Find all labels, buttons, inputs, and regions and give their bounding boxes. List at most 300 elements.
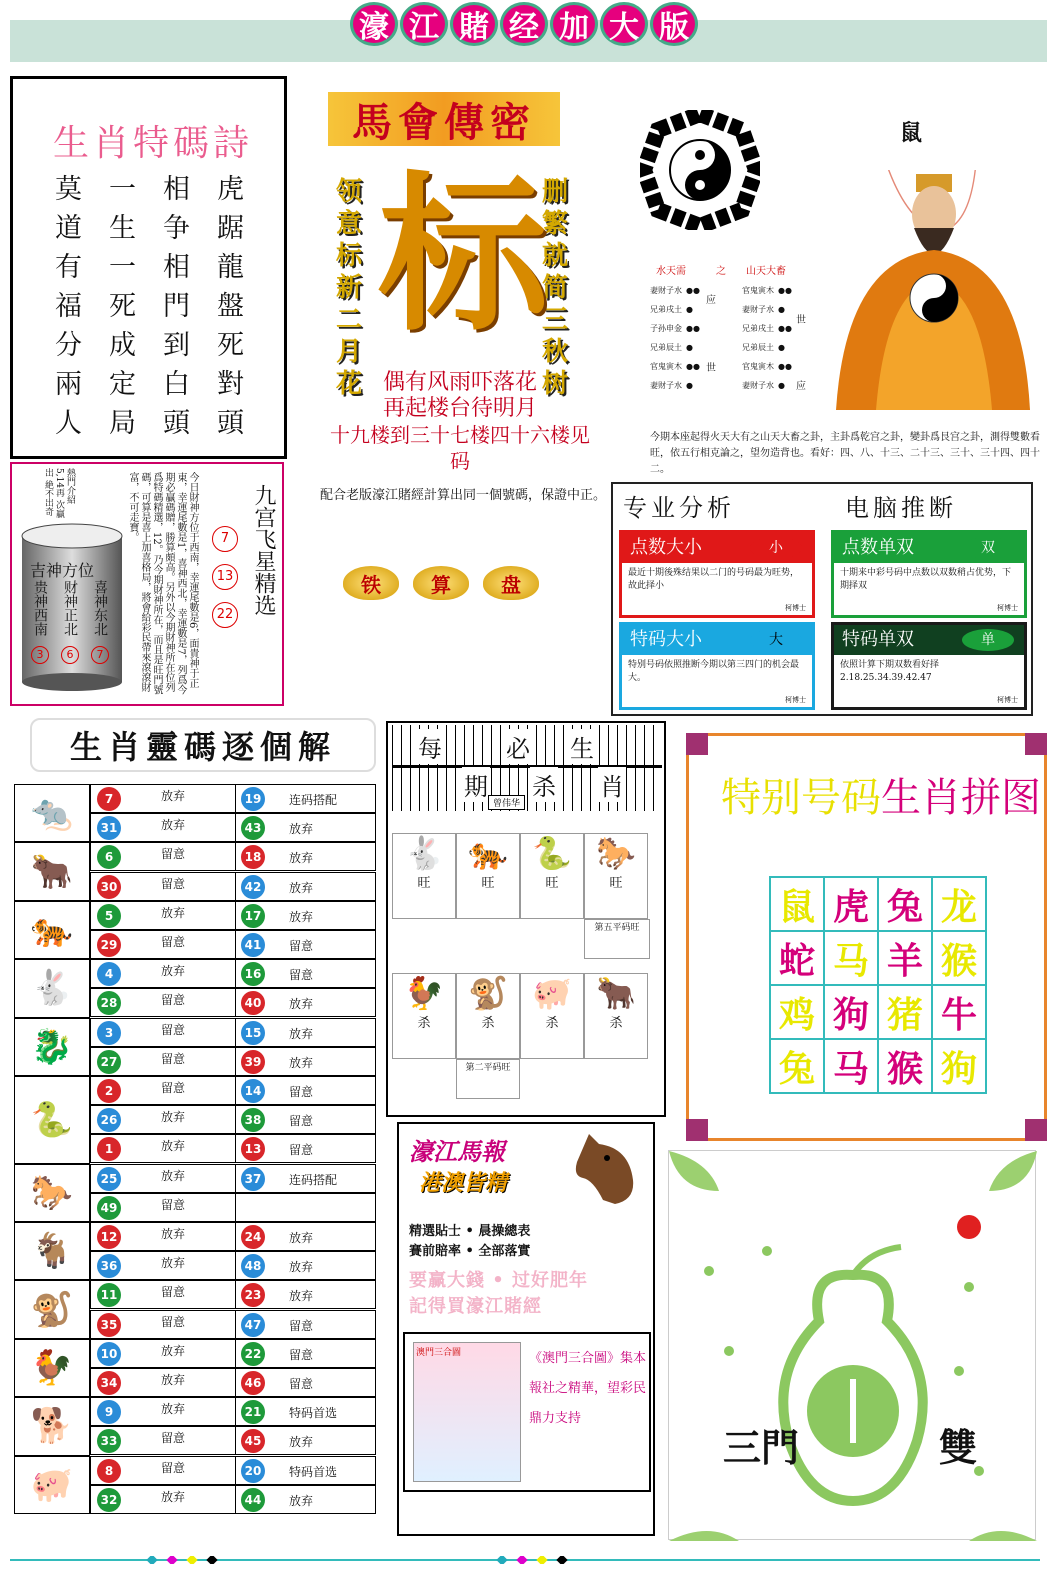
poem-char: 盤 [217,291,244,322]
number-ball: 23 [241,1283,265,1307]
puzzle-cell: 兔 [770,1039,824,1093]
poem-char: 道 [55,213,82,244]
title-char: 加 [550,2,598,46]
wang-animal-icon: 🐎 [596,834,636,872]
zodiac-animal-icon: 🐇 [14,959,90,1017]
number-ball: 6 [97,845,121,869]
number-ball: 41 [241,933,265,957]
hexa-mark: 应 [796,381,806,392]
table-row [90,1485,376,1514]
number-ball: 33 [97,1429,121,1453]
verse-block [330,370,590,474]
sha-note: 第二平码旺 [465,1063,511,1073]
analysis-box-author: 柯博士 [785,604,806,612]
row-status: 放弃 [289,909,314,924]
analysis-box [831,622,1027,710]
table-row [90,813,376,842]
puzzle-cell: 狗 [932,1039,986,1093]
title-char: 大 [600,2,648,46]
poem-char: 頭 [163,408,190,439]
table-row [90,1397,376,1426]
sha-animal-icon: 🐓 [404,974,444,1012]
table-cell-divider [235,1398,236,1425]
table-row [90,1164,376,1193]
table-row [90,988,376,1017]
table-cell-divider [235,1281,236,1308]
table-cell-divider [235,960,236,987]
zodiac-animal-icon: 🐐 [14,1222,90,1280]
zodiac-animal-icon: 🐖 [14,1456,90,1514]
sha-animal-icon: 🐒 [468,974,508,1012]
poem-char: 對 [217,369,244,400]
hexa-left-label: 妻财子水 [650,286,682,295]
puzzle-cell: 鸡 [770,985,824,1039]
ad-line: 要赢大錢 • 过好肥年 [409,1270,589,1291]
number-ball: 25 [97,1167,121,1191]
poem-char: 相 [163,174,190,205]
number-ball: 19 [241,787,265,811]
row-status: 放弃 [161,964,186,979]
zodiac-animal-icon: 🐎 [14,1164,90,1222]
nine-circle: 13 [212,564,238,590]
can-column [60,580,80,664]
puzzle-cell: 羊 [878,931,932,985]
row-status: 连码搭配 [289,793,338,807]
must-kill-header-char: 每 [416,729,444,764]
poem-char: 兩 [55,369,82,400]
number-ball: 18 [241,845,265,869]
row-status: 放弃 [161,789,186,803]
table-cell-divider [235,1135,236,1162]
ad-title: 濠江馬報 [409,1137,505,1166]
wang-animal-icon: 🐇 [404,834,444,872]
table-cell-divider [235,1048,236,1075]
analysis-box [619,622,815,710]
pear-left-label: 三門 [723,1426,800,1470]
hexagram-text: 今期本座起得火天大有之山天大畜之卦，主卦爲乾宫之卦，變卦爲艮宫之卦，測得雙數看旺，依五行相克論之，望勿造背也。看好：四、八、十三、二十三、三十、三十四、四十二。 [650,432,1040,475]
hexa-mark: 应 [706,295,716,306]
hexa-row [650,281,820,300]
hexa-right-label: 妻财子水 [742,305,774,314]
row-status: 留意 [161,993,186,1008]
corner-square [1025,1119,1047,1141]
can-number: 3 [31,646,49,664]
puzzle-cell: 牛 [932,985,986,1039]
row-status: 放弃 [289,1260,314,1275]
puzzle-title-b: 生肖拼图 [881,775,1041,821]
number-ball: 17 [241,904,265,928]
row-status: 放弃 [289,822,314,837]
poem-char: 定 [109,369,136,400]
sha-cell [456,973,520,1059]
row-status: 留意 [161,1022,186,1037]
analysis-pill: 小 [750,537,802,559]
poem-char: 局 [109,408,136,439]
zodiac-code-title: 生肖靈碼逐個解 [30,718,376,772]
hexa-right-label: 兄弟戌土 [742,324,774,333]
table-row [90,1339,376,1368]
row-status: 放弃 [289,1493,314,1508]
must-kill-panel [386,721,666,1117]
ad-line: 賽前賠率 • 全部落實 [409,1244,531,1259]
table-cell-divider [235,989,236,1016]
bagua-icon [640,110,760,230]
must-kill-header-char: 生 [568,729,596,764]
wang-cell [520,833,584,919]
sha-cell [392,973,456,1059]
wang-cell [456,833,520,919]
row-status: 留意 [161,1081,186,1095]
table-cell-divider [235,1223,236,1250]
poem-char: 相 [163,252,190,283]
table-cell-divider [235,1427,236,1454]
table-row [90,930,376,959]
hexa-mark: 世 [706,363,716,374]
analysis-panel [611,482,1033,716]
row-status: 留意 [289,1318,314,1333]
advert-panel [397,1122,655,1536]
analysis-box-author: 柯博士 [997,604,1018,612]
poem-char: 福 [55,291,82,322]
wang-label: 旺 [545,876,559,891]
hexa-rows [650,281,820,395]
puzzle-cell: 兔 [878,877,932,931]
puzzle-cell: 虎 [824,877,878,931]
row-status: 留意 [289,1377,314,1391]
analysis-pill: 双 [962,537,1014,559]
hexa-left-line: ● [686,343,693,352]
analysis-box [831,530,1027,618]
number-ball: 40 [241,991,265,1015]
must-kill-author: 曾伟华 [488,795,525,810]
ingot-char: 算 [413,566,469,600]
analysis-box-author: 柯博士 [785,696,806,704]
wang-note-cell [584,919,650,959]
verse-line: 偶有风雨吓落花 [382,370,537,395]
row-status: 放弃 [161,1227,186,1241]
ad-inner-box [403,1332,651,1492]
can-number: 6 [61,646,79,664]
table-cell-divider [235,1486,236,1513]
table-row [90,1076,376,1105]
sage-figure-icon [816,170,1032,420]
pear-right-label: 雙 [939,1426,978,1470]
table-row [90,1368,376,1397]
table-cell-divider [235,931,236,958]
number-ball: 29 [97,933,121,957]
row-status: 特码首选 [289,1464,338,1479]
row-status: 留意 [161,1431,186,1446]
title-char: 版 [650,2,698,46]
number-ball: 14 [241,1079,265,1103]
poem-char: 争 [163,213,190,244]
hexa-row [650,376,820,395]
corner-square [1025,733,1047,755]
poem-box [10,76,287,459]
row-status: 放弃 [161,1373,186,1387]
analysis-box-head: 特码大小 大 [622,625,812,655]
can-column-text: 贵神西南 [32,580,48,636]
hexagram-table [650,262,820,395]
poem-char: 成 [109,330,136,361]
analysis-box-body: 十期来中彩号码中点数以双数稍占优势，下期择双 [840,568,1012,591]
table-cell-divider [235,1194,236,1221]
zodiac-puzzle-panel [686,733,1047,1141]
corner-square [686,1119,708,1141]
number-ball: 26 [97,1108,121,1132]
table-cell-divider [235,814,236,841]
zodiac-animal-icon: 🐒 [14,1280,90,1338]
wang-animal-icon: 🐅 [468,834,508,872]
number-ball: 3 [97,1021,121,1045]
puzzle-cell: 猴 [878,1039,932,1093]
table-row [90,1047,376,1076]
number-ball: 15 [241,1021,265,1045]
combine-note: 配合老版濠江賭經計算出同一個號碼，保證中正。 [320,488,607,503]
pear-panel [668,1150,1036,1540]
poem-char: 頭 [217,408,244,439]
analysis-pill: 大 [750,629,802,651]
zodiac-animal-icon: 🐀 [14,784,90,842]
can-column-text: 财神正北 [62,580,78,636]
must-kill-header-char: 必 [504,729,532,764]
puzzle-title-a: 特别号码 [721,775,881,821]
number-ball: 36 [97,1254,121,1278]
hexa-row [650,338,820,357]
analysis-box-head: 点数单双 双 [834,533,1024,563]
table-cell-divider [235,785,236,812]
sha-animal-icon: 🐖 [532,974,572,1012]
row-status: 放弃 [289,1231,314,1245]
table-row [90,1222,376,1251]
hexa-right-line: ● [778,343,785,352]
analysis-box-body: 依照计算下期双数看好择2.18.25.34.39.42.47 [840,660,940,683]
number-ball: 34 [97,1371,121,1395]
hexa-left-line: ●● [686,362,700,371]
ingot-char: 盘 [483,566,539,600]
number-ball: 5 [97,904,121,928]
pear-icon [669,1151,1037,1541]
hexa-left-label: 官鬼寅木 [650,362,682,371]
number-ball: 21 [241,1400,265,1424]
table-cell-divider [235,1165,236,1192]
row-status: 放弃 [289,851,314,866]
must-kill-header-char: 杀 [530,767,558,802]
title-char: 经 [500,2,548,46]
puzzle-cell: 马 [824,1039,878,1093]
footer-divider [10,1556,1040,1564]
number-ball: 38 [241,1108,265,1132]
table-cell-divider [235,1077,236,1104]
row-status: 留意 [289,1347,314,1362]
row-status: 放弃 [289,1026,314,1041]
poem-char: 有 [55,252,82,283]
poem-char: 人 [55,408,82,439]
poem-title: 生肖特碼詩 [53,123,254,164]
wang-animal-icon: 🐍 [532,834,572,872]
hexa-left-line: ● [686,381,693,390]
row-status: 放弃 [289,997,314,1012]
hexa-right-label: 官鬼寅木 [742,362,774,371]
number-ball: 8 [97,1459,121,1483]
number-ball: 22 [241,1342,265,1366]
hexa-mark: 世 [796,315,806,326]
poem-char: 白 [163,369,190,400]
hexa-left-label: 兄弟辰土 [650,343,682,352]
table-cell-divider [235,1311,236,1338]
hexa-right-line: ●● [778,324,792,333]
wang-note: 第五平码旺 [594,923,640,933]
number-ball: 2 [97,1079,121,1103]
table-row [90,1456,376,1485]
table-cell-divider [235,1340,236,1367]
wang-cell [584,833,648,919]
can-column [90,580,110,664]
analysis-box [619,530,815,618]
nine-circle: 7 [212,526,238,552]
ad-subtitle: 港澳皆精 [419,1170,508,1196]
sha-animal-icon: 🐂 [596,974,636,1012]
number-ball: 11 [97,1283,121,1307]
row-status: 连码搭配 [289,1172,338,1187]
row-status: 留意 [289,1085,314,1099]
number-ball: 48 [241,1254,265,1278]
row-status: 特码首选 [289,1406,338,1421]
analysis-box-body: 特别号码依照推断今期以第三四门的机会最大。 [628,660,800,683]
number-ball: 13 [241,1137,265,1161]
title-char: 江 [400,2,448,46]
can-number: 7 [91,646,109,664]
ingot-char: 铁 [343,566,399,600]
number-ball: 35 [97,1313,121,1337]
table-row [90,872,376,901]
must-kill-header [392,725,662,811]
zodiac-code-table [14,784,376,1522]
row-status: 放弃 [161,905,186,920]
hexa-mid: 之 [716,266,726,277]
number-ball: 32 [97,1488,121,1512]
zodiac-animal-icon: 🐕 [14,1397,90,1455]
nine-palace-text: 今日財神方位于西南，幸運尾數是6，面貴神于正東，幸運尾數是1，喜神西北，幸運數是7，列爲今期必贏碼贈，勝算頗高。另外以今期財神所在位列爲特碼精選，12。乃今期財神所在，而且是旺門號碼，可算是喜上加喜格局，將會給彩民帶來滾滾財富，不可走寶。 [127,472,198,695]
number-ball: 39 [241,1050,265,1074]
page-title [350,2,698,46]
table-row [90,1105,376,1134]
poem-grid [55,167,271,440]
hexa-left-line: ● [686,305,693,314]
number-ball: 45 [241,1429,265,1453]
hexa-right-line: ●● [778,362,792,371]
table-row [90,901,376,930]
can-column [30,580,50,664]
row-status: 放弃 [161,1489,186,1504]
hexa-left-label: 妻财子水 [650,381,682,390]
number-ball: 7 [97,787,121,811]
row-status: 留意 [289,939,314,953]
analysis-title: 专业分析 [623,494,735,522]
poem-char: 死 [217,330,244,361]
number-ball: 28 [97,991,121,1015]
table-cell-divider [235,1252,236,1279]
right-verse-column: 删繁就简三秋树 [541,177,568,399]
analysis-box-author: 柯博士 [997,696,1018,704]
row-status: 留意 [289,1114,314,1129]
rat-label: 鼠 [900,121,923,146]
row-status: 放弃 [289,1289,314,1304]
row-status: 留意 [161,1460,186,1475]
number-ball: 47 [241,1313,265,1337]
poem-char: 分 [55,330,82,361]
row-status: 留意 [161,935,186,949]
hexa-right-label: 妻财子水 [742,381,774,390]
number-ball: 31 [97,816,121,840]
table-row [90,1310,376,1339]
corner-square [686,733,708,755]
row-status: 留意 [161,1314,186,1329]
hexa-row [650,357,820,376]
nine-palace-title: 九宫飞星精选 [251,484,276,616]
hexa-right-label: 兄弟辰土 [742,343,774,352]
row-status: 放弃 [161,1402,186,1417]
can-column-text: 喜神东北 [92,580,108,636]
table-row [90,842,376,871]
row-status: 放弃 [289,1055,314,1070]
number-ball: 43 [241,816,265,840]
analysis-title-2: 电脑推断 [845,494,957,522]
horse-secret-banner: 馬會傳密 [328,92,560,146]
hexa-row [650,319,820,338]
hexa-left-label: 子孙申金 [650,324,682,333]
puzzle-cell: 鼠 [770,877,824,931]
row-status: 放弃 [161,1168,186,1183]
hexa-left-line: ●● [686,286,700,295]
sha-cell [520,973,584,1059]
row-status: 放弃 [161,1343,186,1358]
poem-char: 一 [109,252,136,283]
poem-char: 踞 [217,213,244,244]
poem-char: 一 [109,174,136,205]
row-status: 留意 [161,1051,186,1066]
table-row [90,1251,376,1280]
table-cell-divider [235,873,236,900]
poem-char: 到 [163,330,190,361]
poem-char: 門 [163,291,190,322]
row-status: 放弃 [161,818,186,833]
row-status: 放弃 [289,880,314,895]
analysis-box-head: 特码单双 单 [834,625,1024,655]
title-char: 濠 [350,2,398,46]
ad-thumbnail-title: 澳門三合圖 [416,1348,462,1358]
number-ball: 42 [241,875,265,899]
number-ball: 12 [97,1225,121,1249]
table-row [90,1280,376,1309]
row-status: 留意 [161,847,186,862]
can-columns [30,580,110,664]
row-status: 放弃 [161,1139,186,1154]
number-ball: 37 [241,1167,265,1191]
poem-char: 龍 [217,252,244,283]
puzzle-title [721,766,1041,823]
puzzle-cell: 猴 [932,931,986,985]
row-status: 放弃 [161,1110,186,1125]
tiesuan-ingots [343,566,539,600]
analysis-box-body: 最近十期後殊结果以二门的号码最为旺势，故此择小 [628,568,800,591]
number-ball: 24 [241,1225,265,1249]
hexa-left-label: 兄弟戌土 [650,305,682,314]
hexa-left-title: 水天需 [656,266,686,277]
zodiac-animal-icon: 🐉 [14,1018,90,1076]
table-row [90,959,376,988]
number-ball: 9 [97,1400,121,1424]
